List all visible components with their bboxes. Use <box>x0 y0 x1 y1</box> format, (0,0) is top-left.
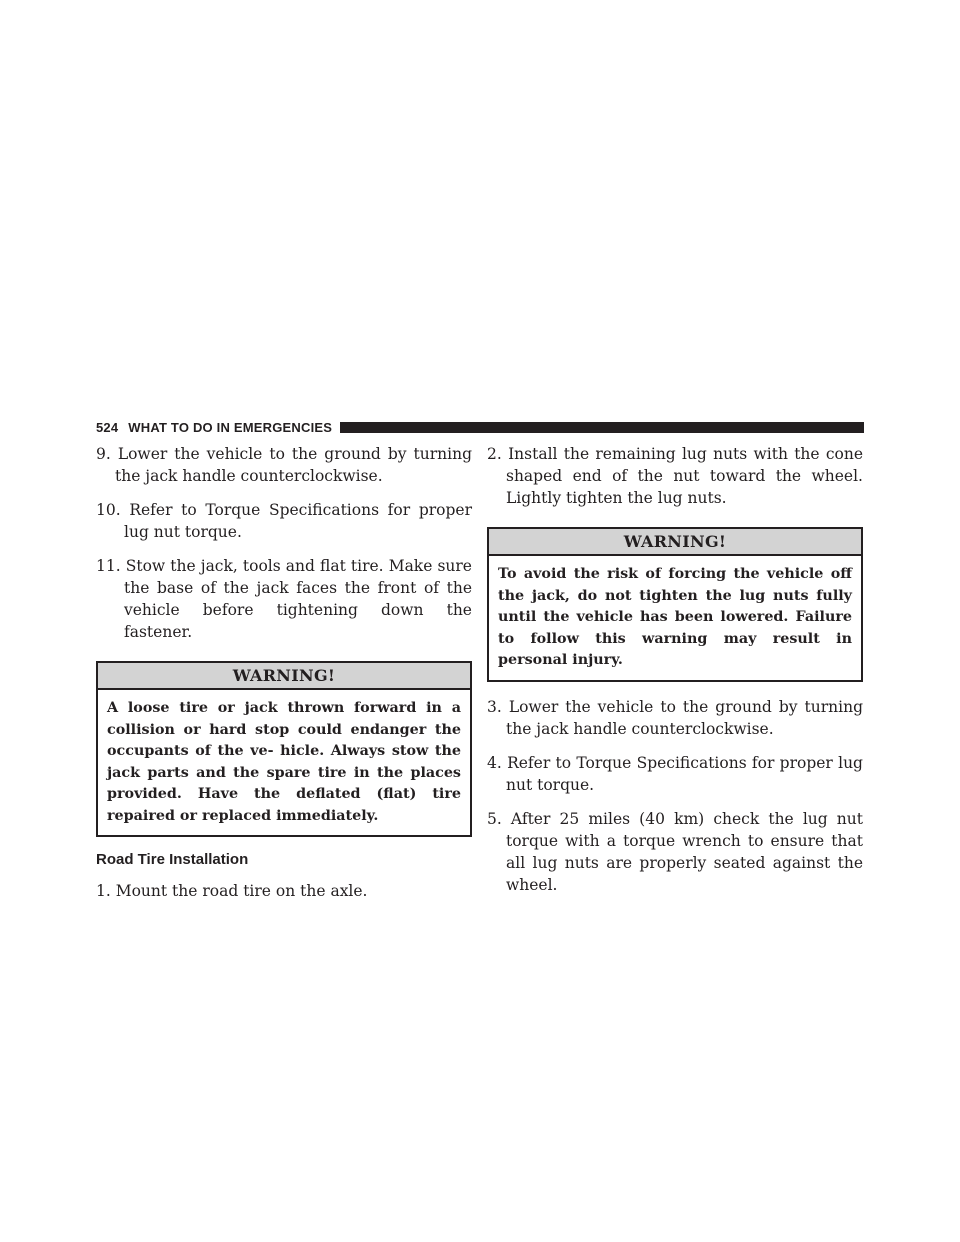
step-number: 2. <box>487 445 502 463</box>
step-number: 5. <box>487 809 502 828</box>
warning-title: WARNING! <box>489 529 861 556</box>
step-11 <box>96 555 472 643</box>
section-title: WHAT TO DO IN EMERGENCIES <box>128 419 333 435</box>
step-number: 9. <box>96 445 111 463</box>
step-text: Refer to Torque Specifications for proper lug nut torque. <box>124 501 472 541</box>
warning-text: To avoid the risk of forcing the vehicle off the jack, do not tighten the lug nuts fully until the vehicle has been lowered. Failure to follow this warning may result in personal injury. <box>498 566 852 668</box>
step-text: Stow the jack, tools and flat tire. Make sure the base of the jack faces the front of the vehicle before tightening down the fastener. <box>124 557 472 641</box>
step-number: 3. <box>487 697 502 716</box>
step-3 <box>487 696 863 740</box>
subheading-road-tire-installation: Road Tire Installation <box>96 851 249 868</box>
page-number: 524 <box>96 419 119 435</box>
right-column <box>487 443 863 908</box>
step-9 <box>96 443 472 487</box>
step-text: Install the remaining lug nuts with the cone shaped end of the nut toward the wheel. Lightly tighten the lug nuts. <box>506 445 863 507</box>
step-1 <box>96 880 472 902</box>
step-10 <box>96 499 472 543</box>
step-number: 11. <box>96 557 121 575</box>
step-5 <box>487 808 863 896</box>
step-number: 4. <box>487 753 502 772</box>
warning-title: WARNING! <box>98 663 470 690</box>
warning-text: A loose tire or jack thrown forward in a collision or hard stop could endanger the occupants of the ve- hicle. Always stow the jack parts and the spare tire in the places provided. Have the deflated (flat) tire repaired or replaced immediately. <box>107 700 461 824</box>
warning-box-lug-nuts <box>487 527 863 682</box>
step-2 <box>487 443 863 509</box>
warning-box-stow <box>96 661 472 837</box>
left-column <box>96 443 472 914</box>
step-4 <box>487 752 863 796</box>
step-text: Lower the vehicle to the ground by turning the jack handle counterclockwise. <box>506 697 863 738</box>
step-text: Lower the vehicle to the ground by turning the jack handle counterclockwise. <box>115 445 472 485</box>
step-text: After 25 miles (40 km) check the lug nut torque with a torque wrench to ensure that all lug nuts are properly seated against the wheel. <box>506 809 863 894</box>
step-number: 1. <box>96 882 111 900</box>
step-text: Refer to Torque Specifications for proper lug nut torque. <box>506 753 863 794</box>
header-rule <box>340 422 864 433</box>
page-header <box>96 419 864 435</box>
step-text: Mount the road tire on the axle. <box>115 882 368 900</box>
step-number: 10. <box>96 501 121 519</box>
